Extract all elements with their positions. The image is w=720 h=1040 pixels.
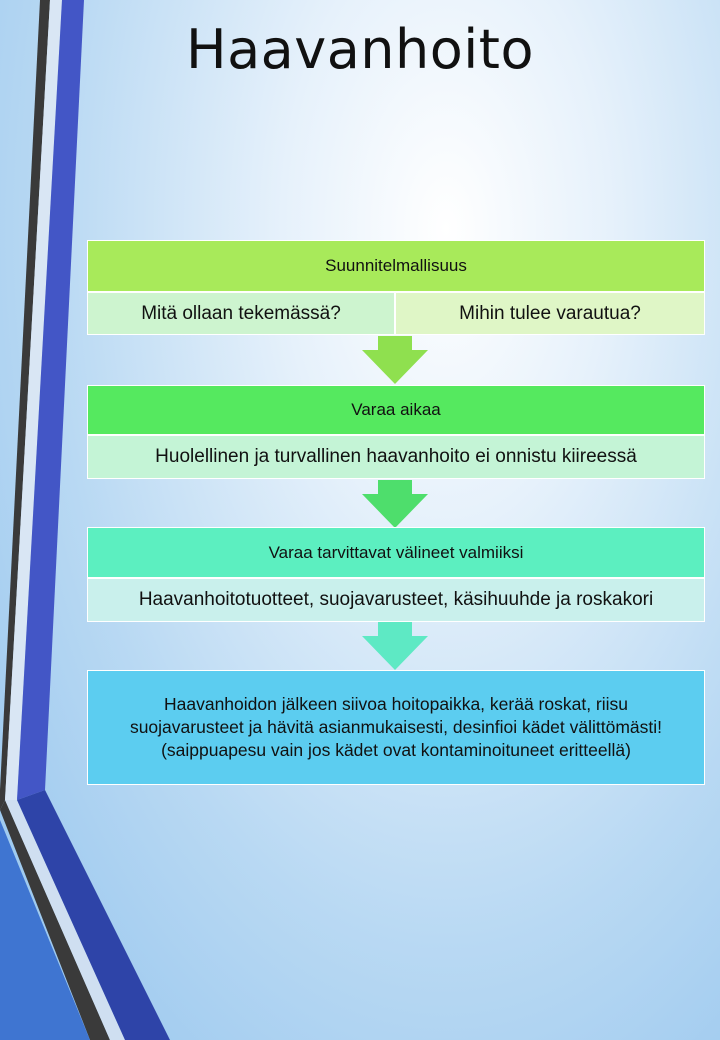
step-1-heading: Suunnitelmallisuus [87, 240, 705, 292]
step-3-item-1: Haavanhoitotuotteet, suojavarusteet, käsihuuhde ja roskakori [87, 578, 705, 622]
step-2-heading: Varaa aikaa [87, 385, 705, 435]
page-title: Haavanhoito [185, 18, 535, 81]
step-1-item-2: Mihin tulee varautua? [395, 292, 705, 335]
arrow-down-icon [361, 480, 431, 530]
arrow-down-icon [361, 622, 431, 672]
final-step: Haavanhoidon jälkeen siivoa hoitopaikka, kerää roskat, riisu suojavarusteet ja hävitä asianmukaisesti, desinfioi kädet välittömästi! (saippuapesu vain jos kädet ovat kontaminoituneet eritteellä) [87, 670, 705, 785]
step-2-item-1: Huolellinen ja turvallinen haavanhoito ei onnistu kiireessä [87, 435, 705, 479]
step-3-heading: Varaa tarvittavat välineet valmiiksi [87, 527, 705, 578]
arrow-down-icon [361, 336, 431, 386]
step-1-item-1: Mitä ollaan tekemässä? [87, 292, 395, 335]
